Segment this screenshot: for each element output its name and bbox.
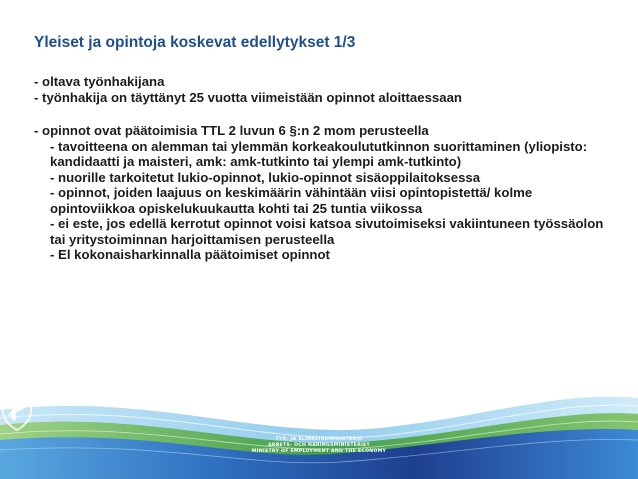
ministry-name-english: MINISTRY OF EMPLOYMENT AND THE ECONOMY (251, 449, 387, 454)
slide-title: Yleiset ja opintoja koskevat edellytykset 1/3 (34, 34, 356, 51)
ministry-name-swedish: ARBETS- OCH NÄRINGSMINISTERIET (268, 443, 370, 448)
slide-content (34, 74, 614, 263)
footer-wave-graphic (0, 380, 638, 479)
ministry-name-finnish: TYÖ- JA ELINKEINOMINISTERIÖ (275, 437, 363, 442)
bullet-item: - oltava työnhakijana (34, 74, 165, 89)
sub-bullet-item: - opinnot, joiden laajuus on keskimäärin vähintään viisi opintopistettä/ kolme opintoviikkoa opiskelukuukautta kohti tai 25 tuntia viikossa (50, 185, 533, 216)
bullet-item-main: - opinnot ovat päätoimisia TTL 2 luvun 6 §:n 2 mom perusteella (34, 123, 429, 138)
sub-bullet-item: - nuorille tarkoitetut lukio-opinnot, lukio-opinnot sisäoppilaitoksessa (50, 169, 481, 185)
sub-bullet-item: - El kokonaisharkinnalla päätoimiset opinnot (50, 247, 330, 262)
sub-bullet-item: - ei este, jos edellä kerrotut opinnot voisi katsoa sivutoimiseksi vakiintuneen työssäolon tai yritystoiminnan harjoittamisen perusteella (50, 216, 604, 247)
sub-bullet-list (34, 139, 614, 263)
spacer (34, 105, 614, 123)
lion-crest-icon (0, 380, 34, 432)
footer-banner (0, 380, 638, 479)
bullet-item: - työnhakija on täyttänyt 25 vuotta viimeistään opinnot aloittaessaan (34, 89, 462, 105)
sub-bullet-item: - tavoitteena on alemman tai ylemmän korkeakoulututkinnon suorittaminen (yliopisto: kandidaatti ja maisteri, amk: amk-tutkinto tai ylempi amk-tutkinto) (50, 138, 588, 169)
